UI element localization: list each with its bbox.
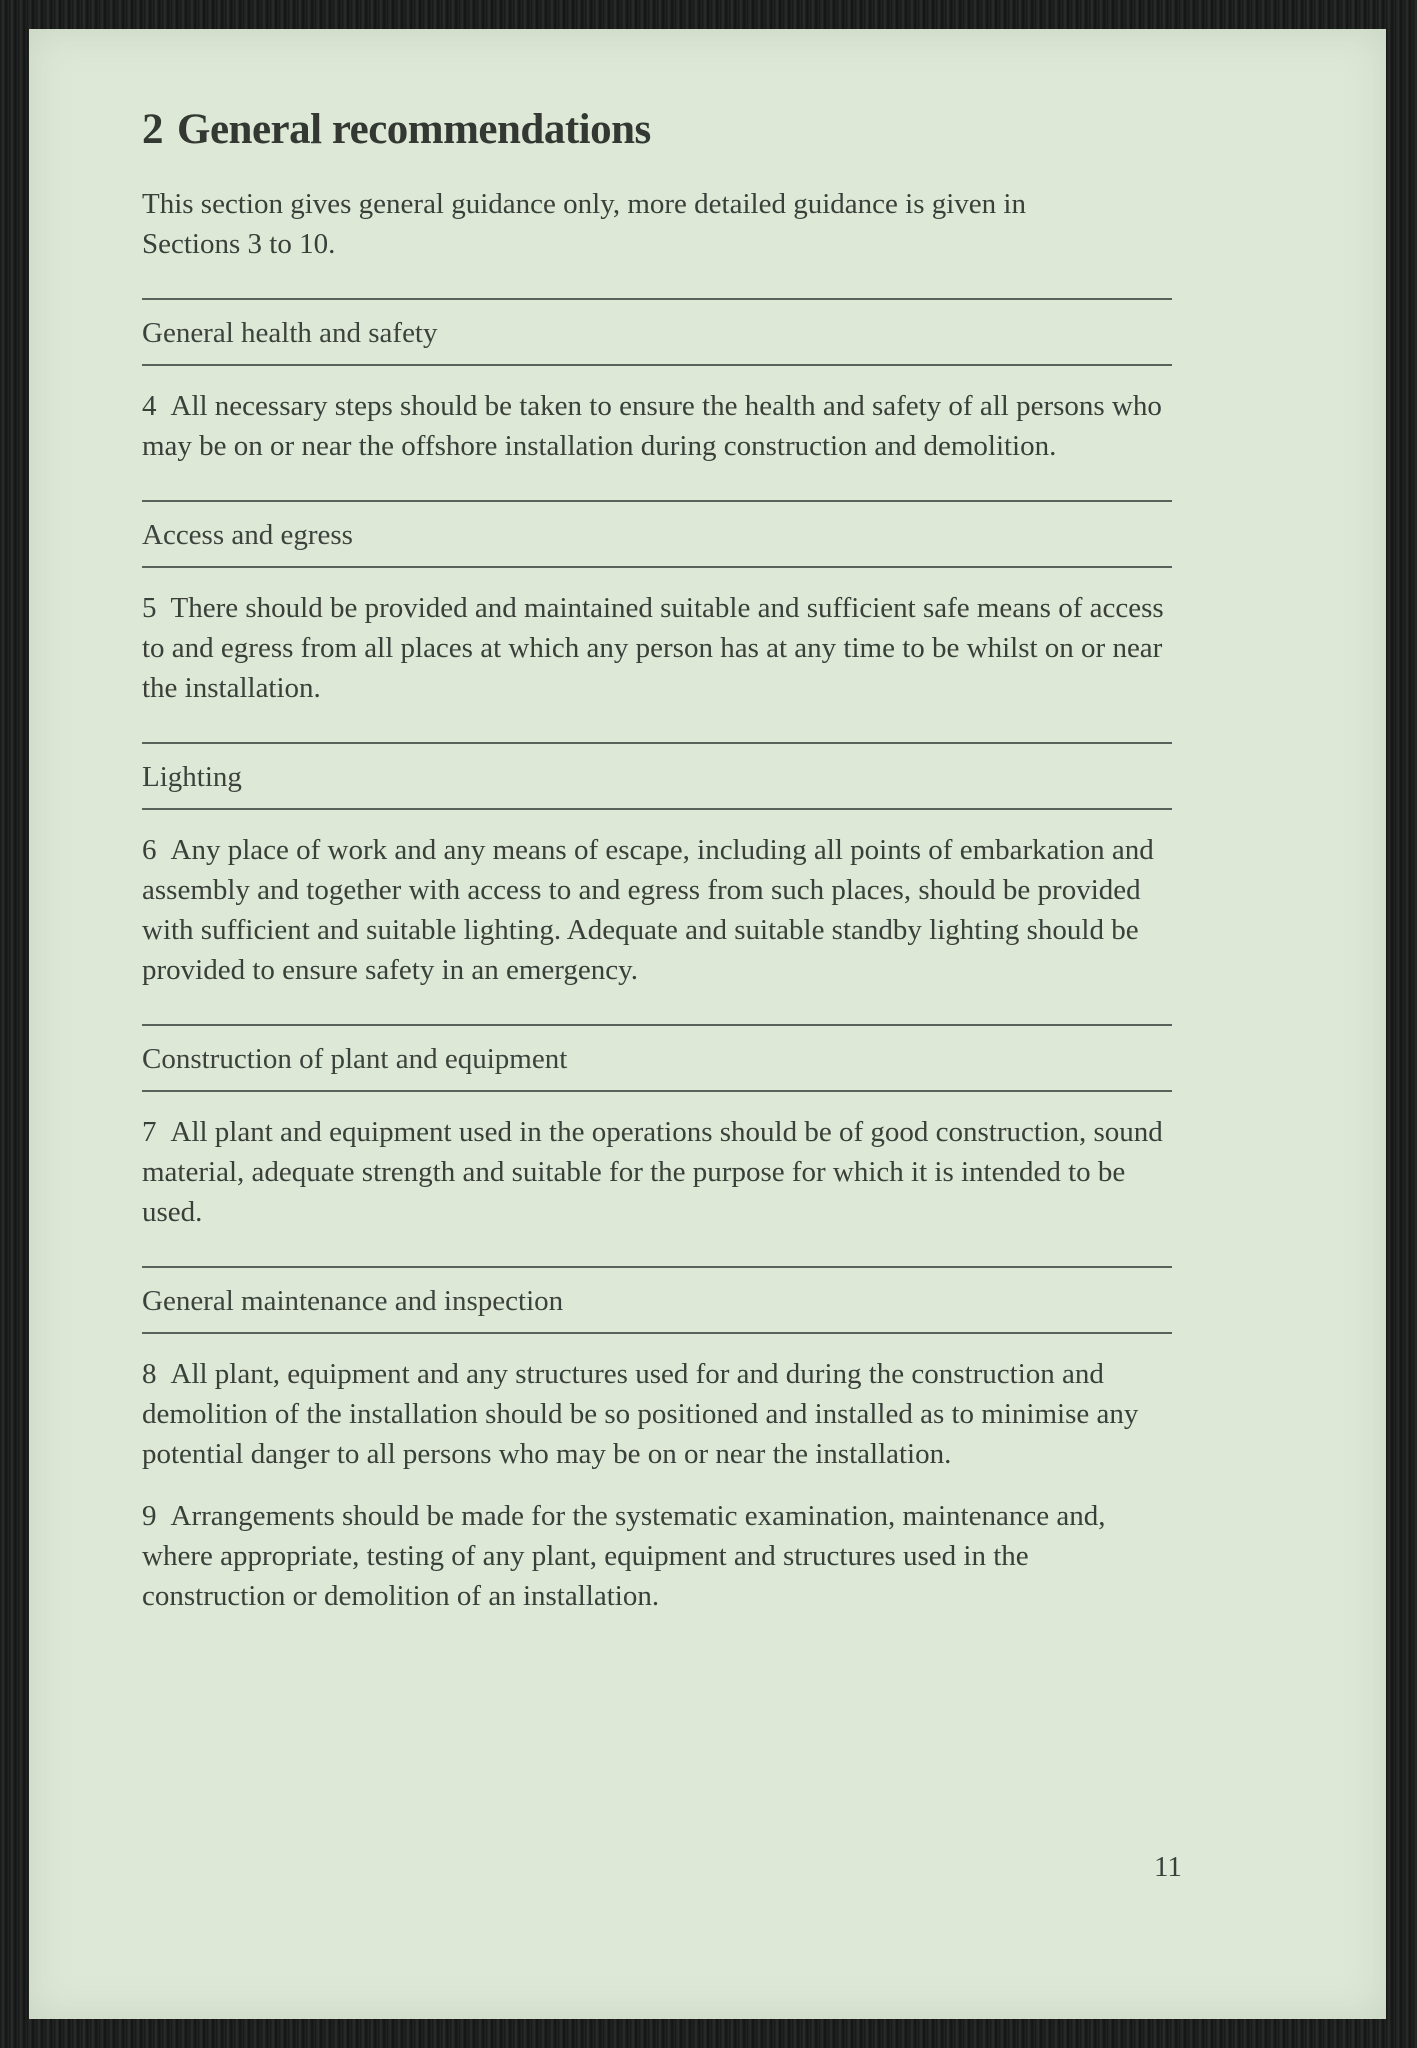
paragraph-number: 5 xyxy=(142,592,157,625)
section-title xyxy=(142,105,1182,154)
section-construction-of-plant xyxy=(142,1024,1182,1232)
subsection-heading: General maintenance and inspection xyxy=(142,1266,1172,1334)
paragraph-text: All plant, equipment and any structures used for and during the construction and demolition of the installation should be so positioned and installed as to minimise any potential danger to all persons who may be on or near the installation. xyxy=(142,1358,1139,1471)
paragraph-text: All necessary steps should be taken to ensure the health and safety of all persons who may be on or near the offshore installation during construction and demolition. xyxy=(142,390,1162,463)
paragraph-text: All plant and equipment used in the operations should be of good construction, sound material, adequate strength and suitable for the purpose for which it is intended to be used. xyxy=(142,1116,1163,1229)
paragraph-number: 4 xyxy=(142,390,157,423)
paragraph-number: 8 xyxy=(142,1358,157,1391)
numbered-paragraph xyxy=(142,1112,1172,1232)
page-number: 11 xyxy=(1154,1851,1182,1883)
section-title-text: General recommendations xyxy=(177,106,651,153)
document-page xyxy=(29,29,1386,2019)
paragraph-text: Arrangements should be made for the systematic examination, maintenance and, where appropriate, testing of any plant, equipment and structures used in the construction or demolition of an installation. xyxy=(142,1500,1106,1613)
numbered-paragraph xyxy=(142,1354,1172,1474)
intro-paragraph: This section gives general guidance only, more detailed guidance is given in Sections 3 to 10. xyxy=(142,188,1026,261)
numbered-paragraph xyxy=(142,386,1172,466)
paragraph-text: Any place of work and any means of escape, including all points of embarkation and assembly and together with access to and egress from such places, should be provided with sufficient and suitable lighting. Adequate and suitable standby lighting should be provided to ensure safety in an emergency. xyxy=(142,834,1154,987)
numbered-paragraph xyxy=(142,830,1172,990)
numbered-paragraph xyxy=(142,588,1172,708)
section-lighting xyxy=(142,742,1182,990)
section-number: 2 xyxy=(142,106,163,153)
paragraph-number: 7 xyxy=(142,1116,157,1149)
section-general-maintenance xyxy=(142,1266,1182,1616)
paragraph-text: There should be provided and maintained suitable and sufficient safe means of access to and egress from all places at which any person has at any time to be whilst on or near the installation. xyxy=(142,592,1164,705)
section-access-and-egress xyxy=(142,500,1182,708)
subsection-heading: Access and egress xyxy=(142,500,1172,568)
subsection-heading: General health and safety xyxy=(142,298,1172,366)
paragraph-number: 9 xyxy=(142,1500,157,1533)
page-content xyxy=(142,105,1182,1616)
section-general-health-and-safety xyxy=(142,298,1182,466)
numbered-paragraph xyxy=(142,1496,1172,1616)
subsection-heading: Lighting xyxy=(142,742,1172,810)
paragraph-number: 6 xyxy=(142,834,157,867)
subsection-heading: Construction of plant and equipment xyxy=(142,1024,1172,1092)
